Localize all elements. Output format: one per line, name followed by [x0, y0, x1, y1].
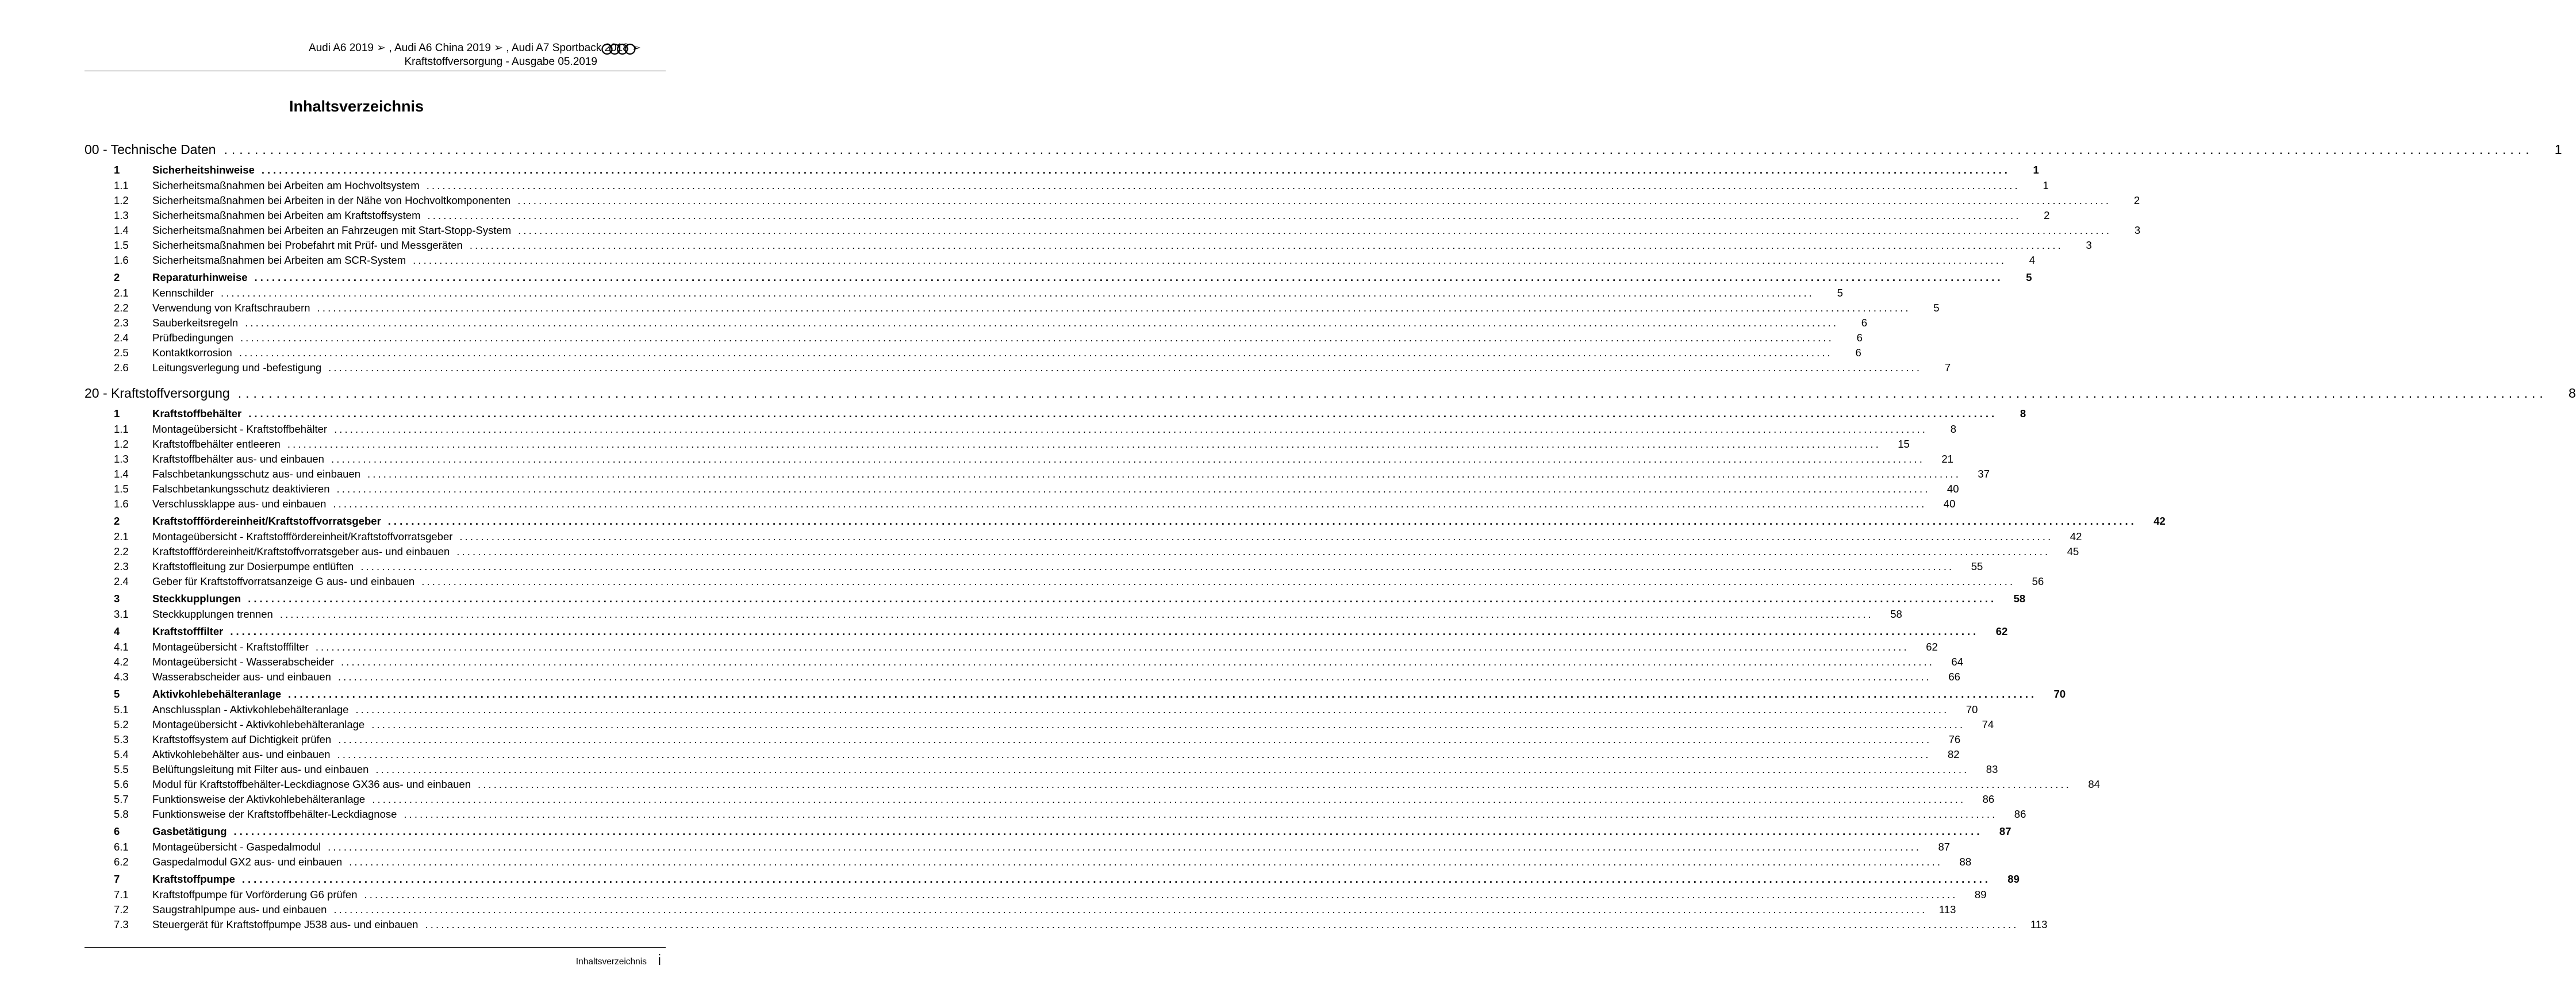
audi-rings-logo-icon	[601, 43, 636, 55]
toc-dot-leader: ............................................................................................................................................................................................................................................................................................................	[224, 142, 2533, 157]
toc-entry-number: 6.2	[114, 856, 129, 868]
toc-entry-number: 4.3	[114, 671, 129, 683]
toc-entry-number: 2.3	[114, 317, 129, 329]
toc-entry-sub[interactable]	[85, 670, 1960, 684]
toc-dot-leader: ............................................................................................................................................................................................................................................................................................................	[237, 386, 2547, 401]
toc-entry-title: Kraftstoffbehälter	[152, 407, 242, 420]
toc-dot-leader: ............................................................................................................................................................................................................................................................................................................	[254, 271, 2003, 283]
toc-entry-page: 76	[1948, 733, 1961, 745]
toc-entry-number: 2.6	[114, 361, 129, 374]
page-header	[85, 41, 641, 69]
toc-entry-page: 5	[1837, 287, 1843, 299]
toc-entry-sec[interactable]	[85, 686, 2066, 702]
toc-entry-title: Montageübersicht - Kraftstofffilter	[152, 641, 309, 653]
toc-entry-title: Sicherheitsmaßnahmen bei Arbeiten am Kraftstoffsystem	[152, 209, 421, 221]
toc-entry-title: Kraftstofffördereinheit/Kraftstoffvorratsgeber	[152, 515, 381, 527]
toc-entry-title: Belüftungsleitung mit Filter aus- und einbauen	[152, 763, 369, 775]
toc-entry-page: 84	[2088, 778, 2100, 790]
toc-entry-page: 3	[2134, 224, 2141, 236]
toc-entry-page: 2	[2133, 194, 2140, 206]
toc-dot-leader: ............................................................................................................................................................................................................................................................................................................	[404, 808, 1998, 820]
toc-entry-title: Funktionsweise der Kraftstoffbehälter-Leckdiagnose	[152, 808, 397, 820]
toc-entry-sub[interactable]	[85, 559, 1983, 574]
toc-entry-number: 1.3	[114, 453, 129, 465]
toc-entry-sub[interactable]	[85, 286, 1843, 301]
toc-entry-number: 5.1	[114, 703, 129, 715]
toc-entry-title: Kraftstoffpumpe für Vorförderung G6 prüfen	[152, 888, 358, 901]
toc-dot-leader: ............................................................................................................................................................................................................................................................................................................	[371, 718, 1965, 730]
toc-entry-number: 5	[114, 688, 120, 700]
toc-entry-chap[interactable]	[85, 140, 2562, 159]
footer-label: Inhaltsverzeichnis	[575, 957, 647, 967]
toc-entry-sub[interactable]	[85, 792, 1995, 807]
toc-entry-title: Sicherheitsmaßnahmen bei Arbeiten an Fahrzeugen mit Start-Stopp-System	[152, 224, 512, 236]
toc-entry-number: 1.5	[114, 239, 129, 251]
toc-entry-title: Prüfbedingungen	[152, 332, 233, 344]
toc-dot-leader: ............................................................................................................................................................................................................................................................................................................	[478, 778, 2071, 790]
footer-page-number: i	[658, 951, 661, 968]
toc-entry-page: 58	[1890, 608, 1902, 620]
toc-entry-title: Kraftstoffsystem auf Dichtigkeit prüfen	[152, 733, 332, 745]
toc-dot-leader: ............................................................................................................................................................................................................................................................................................................	[333, 903, 1928, 915]
toc-entry-page: 64	[1951, 656, 1963, 668]
toc-entry-page: 113	[2030, 918, 2048, 930]
toc-entry-title: Funktionsweise der Aktivkohlebehälteranlage	[152, 793, 366, 805]
toc-dot-leader: ............................................................................................................................................................................................................................................................................................................	[233, 825, 1983, 837]
toc-entry-page: 83	[1986, 763, 1998, 775]
toc-entry-page: 2	[2044, 209, 2050, 221]
toc-entry-page: 89	[1974, 888, 1987, 901]
toc-entry-number: 5.8	[114, 808, 129, 820]
header-models: Audi A6 2019 ➢ , Audi A6 China 2019 ➢ , Audi A7 Sportback 2018 ➢	[308, 42, 641, 54]
toc-entry-sub[interactable]	[85, 732, 1961, 747]
toc-dot-leader: ............................................................................................................................................................................................................................................................................................................	[261, 164, 2010, 176]
toc-entry-sub[interactable]	[85, 544, 2079, 559]
toc-entry-page: 87	[1938, 841, 1951, 853]
toc-entry-title: Verschlussklappe aus- und einbauen	[152, 498, 327, 510]
toc-entry-title: Kontaktkorrosion	[152, 347, 232, 359]
toc-dot-leader: ............................................................................................................................................................................................................................................................................................................	[387, 515, 2137, 527]
toc-dot-leader: ............................................................................................................................................................................................................................................................................................................	[372, 793, 1966, 805]
toc-entry-page: 87	[1999, 825, 2011, 837]
toc-entry-page: 8	[2020, 407, 2026, 420]
toc-entry-title: Sicherheitsmaßnahmen bei Arbeiten am Hochvoltsystem	[152, 179, 420, 191]
toc-entry-sub[interactable]	[85, 452, 1953, 467]
toc-entry-number: 3	[114, 593, 120, 605]
toc-entry-sub[interactable]	[85, 917, 2048, 932]
toc-dot-leader: ............................................................................................................................................................................................................................................................................................................	[360, 560, 1955, 572]
toc-entry-title: Kraftstofffördereinheit/Kraftstoffvorratsgeber aus- und einbauen	[152, 545, 450, 557]
toc-entry-number: 3.1	[114, 608, 129, 620]
toc-entry-sub[interactable]	[85, 301, 1940, 316]
toc-dot-leader: ............................................................................................................................................................................................................................................................................................................	[459, 530, 2053, 543]
toc-entry-page: 3	[2086, 239, 2092, 251]
toc-entry-title: Saugstrahlpumpe aus- und einbauen	[152, 903, 327, 915]
toc-entry-sub[interactable]	[85, 360, 1951, 375]
toc-dot-leader: ............................................................................................................................................................................................................................................................................................................	[230, 625, 1979, 637]
toc-entry-title: Sicherheitsmaßnahmen bei Arbeiten am SCR-System	[152, 254, 406, 266]
toc-entry-number: 1.2	[114, 194, 129, 206]
toc-entry-sub[interactable]	[85, 529, 2082, 544]
toc-entry-number: 2.2	[114, 545, 129, 557]
toc-entry-number: 1.1	[114, 179, 129, 191]
toc-entry-title: Montageübersicht - Kraftstoffbehälter	[152, 423, 328, 435]
toc-entry-page: 62	[1995, 625, 2008, 637]
toc-dot-leader: ............................................................................................................................................................................................................................................................................................................	[355, 703, 1949, 715]
toc-entry-title: Montageübersicht - Wasserabscheider	[152, 656, 335, 668]
toc-entry-sec[interactable]	[85, 269, 2032, 286]
toc-entry-number: 1	[114, 407, 120, 420]
toc-entry-title: Wasserabscheider aus- und einbauen	[152, 671, 331, 683]
toc-entry-page: 5	[1933, 302, 1940, 314]
toc-entry-page: 113	[1938, 903, 1956, 915]
toc-entry-page: 82	[1947, 748, 1960, 760]
toc-entry-title: Sicherheitsmaßnahmen bei Arbeiten in der Nähe von Hochvoltkomponenten	[152, 194, 511, 206]
toc-dot-leader: ............................................................................................................................................................................................................................................................................................................	[240, 332, 1834, 344]
toc-entry-number: 1.5	[114, 483, 129, 495]
toc-entry-title: Sicherheitsmaßnahmen bei Probefahrt mit Prüf- und Messgeräten	[152, 239, 463, 251]
toc-dot-leader: ............................................................................................................................................................................................................................................................................................................	[425, 918, 2019, 930]
toc-entry-page: 42	[2153, 515, 2166, 527]
toc-entry-sub[interactable]	[85, 422, 1957, 437]
toc-dot-leader: ............................................................................................................................................................................................................................................................................................................	[338, 733, 1932, 745]
toc-entry-page: 45	[2067, 545, 2079, 557]
toc-entry-title: Montageübersicht - Aktivkohlebehälteranlage	[152, 718, 365, 730]
toc-entry-number: 2.3	[114, 560, 129, 572]
toc-dot-leader: ............................................................................................................................................................................................................................................................................................................	[336, 483, 1930, 495]
toc-entry-page: 74	[1982, 718, 1994, 730]
toc-entry-sub[interactable]	[85, 777, 2100, 792]
toc-entry-sec[interactable]	[85, 513, 2166, 529]
toc-dot-leader: ............................................................................................................................................................................................................................................................................................................	[469, 239, 2063, 251]
toc-entry-number: 7.2	[114, 903, 129, 915]
toc-entry-title: Steuergerät für Kraftstoffpumpe J538 aus- und einbauen	[152, 918, 419, 930]
toc-entry-page: 1	[2043, 179, 2049, 191]
toc-entry-page: 15	[1898, 438, 1910, 450]
toc-dot-leader: ............................................................................................................................................................................................................................................................................................................	[426, 179, 2020, 191]
toc-entry-sub[interactable]	[85, 193, 2140, 208]
toc-dot-leader: ............................................................................................................................................................................................................................................................................................................	[518, 224, 2112, 236]
toc-entry-page: 58	[2013, 593, 2026, 605]
toc-entry-sub[interactable]	[85, 762, 1998, 777]
toc-entry-title: Aktivkohlebehälteranlage	[152, 688, 282, 700]
toc-entry-page: 6	[1861, 317, 1868, 329]
toc-entry-number: 7	[114, 873, 120, 885]
toc-entry-sub[interactable]	[85, 437, 1910, 452]
toc-entry-page: 42	[2070, 530, 2082, 543]
toc-entry-page: 4	[2029, 254, 2036, 266]
toc-entry-page: 55	[1971, 560, 1983, 572]
footer-rule	[85, 947, 666, 948]
toc-entry-number: 2.4	[114, 332, 129, 344]
toc-entry-number: 1.6	[114, 254, 129, 266]
toc-dot-leader: ............................................................................................................................................................................................................................................................................................................	[337, 748, 1931, 760]
toc-entry-title: Aktivkohlebehälter aus- und einbauen	[152, 748, 331, 760]
toc-entry-number: 2.1	[114, 287, 129, 299]
toc-entry-number: 1.3	[114, 209, 129, 221]
toc-entry-number: 5.2	[114, 718, 129, 730]
toc-entry-sub[interactable]	[85, 316, 1868, 330]
toc-entry-title: 20 - Kraftstoffversorgung	[85, 386, 230, 401]
toc-dot-leader: ............................................................................................................................................................................................................................................................................................................	[334, 423, 1928, 435]
toc-dot-leader: ............................................................................................................................................................................................................................................................................................................	[331, 453, 1925, 465]
toc-entry-title: Kraftstoffbehälter entleeren	[152, 438, 281, 450]
toc-entry-page: 6	[1855, 347, 1861, 359]
toc-entry-title: Leitungsverlegung und -befestigung	[152, 361, 322, 374]
toc-entry-title: Verwendung von Kraftschraubern	[152, 302, 310, 314]
toc-entry-title: Kraftstoffpumpe	[152, 873, 235, 885]
toc-entry-sub[interactable]	[85, 702, 1978, 717]
toc-dot-leader: ............................................................................................................................................................................................................................................................................................................	[456, 545, 2051, 557]
toc-entry-number: 5.6	[114, 778, 129, 790]
toc-entry-page: 37	[1978, 468, 1990, 480]
toc-entry-sub[interactable]	[85, 208, 2050, 223]
toc-entry-title: Geber für Kraftstoffvorratsanzeige G aus- und einbauen	[152, 575, 415, 587]
toc-entry-page: 86	[1982, 793, 1995, 805]
toc-entry-page: 88	[1959, 856, 1972, 868]
toc-entry-title: Kraftstoffbehälter aus- und einbauen	[152, 453, 324, 465]
toc-entry-page: 5	[2026, 271, 2032, 283]
toc-entry-title: Steckkupplungen	[152, 593, 241, 605]
toc-entry-sub[interactable]	[85, 607, 1902, 622]
toc-dot-leader: ............................................................................................................................................................................................................................................................................................................	[315, 641, 1909, 653]
toc-entry-page: 7	[1944, 361, 1951, 374]
toc-entry-sub[interactable]	[85, 330, 1863, 345]
toc-entry-title: Gasbetätigung	[152, 825, 227, 837]
toc-entry-sub[interactable]	[85, 238, 2092, 253]
toc-entry-title: Kennschilder	[152, 287, 214, 299]
toc-entry-number: 7.3	[114, 918, 129, 930]
toc-entry-number: 5.3	[114, 733, 129, 745]
toc-entry-title: Sicherheitshinweise	[152, 164, 255, 176]
toc-dot-leader: ............................................................................................................................................................................................................................................................................................................	[349, 856, 1943, 868]
toc-entry-sub[interactable]	[85, 345, 1861, 360]
toc-entry-title: Kraftstofffilter	[152, 625, 224, 637]
toc-dot-leader: ............................................................................................................................................................................................................................................................................................................	[367, 468, 1961, 480]
toc-entry-number: 5.5	[114, 763, 129, 775]
toc-entry-sec[interactable]	[85, 161, 2039, 178]
toc-entry-title: Gaspedalmodul GX2 aus- und einbauen	[152, 856, 343, 868]
toc-entry-page: 56	[2032, 575, 2044, 587]
toc-entry-page: 70	[2053, 688, 2066, 700]
toc-entry-page: 21	[1941, 453, 1953, 465]
toc-entry-sub[interactable]	[85, 717, 1994, 732]
toc-entry-number: 6	[114, 825, 120, 837]
toc-entry-sub[interactable]	[85, 467, 1990, 482]
toc-entry-number: 7.1	[114, 888, 129, 901]
toc-entry-page: 89	[2007, 873, 2020, 885]
toc-entry-sub[interactable]	[85, 747, 1960, 762]
toc-entry-title: Modul für Kraftstoffbehälter-Leckdiagnose GX36 aus- und einbauen	[152, 778, 471, 790]
toc-entry-page: 66	[1948, 671, 1960, 683]
toc-dot-leader: ............................................................................................................................................................................................................................................................................................................	[341, 656, 1934, 668]
toc-entry-sub[interactable]	[85, 253, 2036, 268]
toc-entry-page: 1	[2554, 142, 2562, 157]
toc-entry-sec[interactable]	[85, 623, 2008, 640]
toc-dot-leader: ............................................................................................................................................................................................................................................................................................................	[337, 671, 1932, 683]
toc-entry-page: 86	[2014, 808, 2026, 820]
toc-entry-sub[interactable]	[85, 902, 1956, 917]
toc-entry-number: 1.2	[114, 438, 129, 450]
toc-dot-leader: ............................................................................................................................................................................................................................................................................................................	[421, 575, 2016, 587]
toc-dot-leader: ............................................................................................................................................................................................................................................................................................................	[517, 194, 2112, 206]
toc-entry-page: 6	[1856, 332, 1863, 344]
toc-entry-sub[interactable]	[85, 655, 1963, 670]
toc-entry-number: 2.5	[114, 347, 129, 359]
toc-entry-number: 1.4	[114, 224, 129, 236]
toc-dot-leader: ............................................................................................................................................................................................................................................................................................................	[413, 254, 2007, 266]
toc-entry-page: 8	[1950, 423, 1957, 435]
toc-entry-title: Falschbetankungsschutz deaktivieren	[152, 483, 330, 495]
toc-entry-page: 70	[1965, 703, 1978, 715]
toc-dot-leader: ............................................................................................................................................................................................................................................................................................................	[241, 873, 1991, 885]
toc-entry-number: 2.2	[114, 302, 129, 314]
toc-entry-number: 2	[114, 271, 120, 283]
toc-entry-title: Reparaturhinweise	[152, 271, 248, 283]
toc-entry-sub[interactable]	[85, 807, 2026, 822]
toc-entry-page: 8	[2568, 386, 2576, 401]
toc-entry-title: Sauberkeitsregeln	[152, 317, 239, 329]
toc-entry-sub[interactable]	[85, 223, 2141, 238]
toc-entry-number: 2	[114, 515, 120, 527]
page-title: Inhaltsverzeichnis	[289, 98, 424, 115]
toc-dot-leader: ............................................................................................................................................................................................................................................................................................................	[288, 688, 2037, 700]
toc-entry-sub[interactable]	[85, 640, 1938, 655]
table-of-contents	[85, 140, 2576, 932]
toc-entry-title: Montageübersicht - Gaspedalmodul	[152, 841, 321, 853]
toc-dot-leader: ............................................................................................................................................................................................................................................................................................................	[328, 841, 1922, 853]
toc-dot-leader: ............................................................................................................................................................................................................................................................................................................	[333, 498, 1927, 510]
toc-entry-number: 4	[114, 625, 120, 637]
toc-entry-number: 2.1	[114, 530, 129, 543]
toc-dot-leader: ............................................................................................................................................................................................................................................................................................................	[427, 209, 2021, 221]
toc-entry-sec[interactable]	[85, 405, 2026, 422]
toc-entry-page: 1	[2033, 164, 2039, 176]
toc-entry-sub[interactable]	[85, 855, 1972, 870]
toc-entry-number: 1.1	[114, 423, 129, 435]
toc-entry-title: Steckkupplungen trennen	[152, 608, 273, 620]
toc-dot-leader: ............................................................................................................................................................................................................................................................................................................	[239, 347, 1833, 359]
toc-dot-leader: ............................................................................................................................................................................................................................................................................................................	[220, 287, 1814, 299]
toc-entry-number: 5.4	[114, 748, 129, 760]
toc-dot-leader: ............................................................................................................................................................................................................................................................................................................	[328, 361, 1922, 374]
toc-dot-leader: ............................................................................................................................................................................................................................................................................................................	[245, 317, 1839, 329]
toc-entry-sub[interactable]	[85, 574, 2044, 589]
toc-entry-number: 1.6	[114, 498, 129, 510]
toc-dot-leader: ............................................................................................................................................................................................................................................................................................................	[317, 302, 1911, 314]
toc-entry-sec[interactable]	[85, 823, 2011, 840]
toc-dot-leader: ............................................................................................................................................................................................................................................................................................................	[375, 763, 1970, 775]
toc-entry-title: Montageübersicht - Kraftstofffördereinheit/Kraftstoffvorratsgeber	[152, 530, 453, 543]
toc-entry-number: 1	[114, 164, 120, 176]
toc-entry-sub[interactable]	[85, 840, 1951, 855]
toc-entry-number: 4.2	[114, 656, 129, 668]
toc-entry-title: 00 - Technische Daten	[85, 142, 216, 157]
toc-entry-page: 62	[1926, 641, 1938, 653]
toc-entry-sub[interactable]	[85, 887, 1987, 902]
toc-entry-number: 5.7	[114, 793, 129, 805]
toc-entry-sec[interactable]	[85, 590, 2026, 607]
toc-entry-title: Falschbetankungsschutz aus- und einbauen	[152, 468, 361, 480]
toc-entry-page: 40	[1947, 483, 1959, 495]
toc-entry-title: Anschlussplan - Aktivkohlebehälteranlage	[152, 703, 349, 715]
toc-entry-number: 6.1	[114, 841, 129, 853]
toc-dot-leader: ............................................................................................................................................................................................................................................................................................................	[248, 593, 1997, 605]
toc-entry-number: 4.1	[114, 641, 129, 653]
toc-dot-leader: ............................................................................................................................................................................................................................................................................................................	[364, 888, 1958, 901]
toc-dot-leader: ............................................................................................................................................................................................................................................................................................................	[248, 407, 1998, 420]
toc-entry-number: 1.4	[114, 468, 129, 480]
toc-entry-sub[interactable]	[85, 482, 1959, 497]
header-subtitle: Kraftstoffversorgung - Ausgabe 05.2019	[404, 56, 597, 68]
toc-entry-sub[interactable]	[85, 178, 2049, 193]
toc-entry-sec[interactable]	[85, 871, 2020, 887]
toc-entry-number: 2.4	[114, 575, 129, 587]
toc-entry-page: 40	[1943, 498, 1956, 510]
toc-entry-chap[interactable]	[85, 383, 2576, 403]
toc-entry-sub[interactable]	[85, 497, 1956, 511]
toc-entry-title: Kraftstoffleitung zur Dosierpumpe entlüften	[152, 560, 354, 572]
toc-dot-leader: ............................................................................................................................................................................................................................................................................................................	[287, 438, 1881, 450]
toc-dot-leader: ............................................................................................................................................................................................................................................................................................................	[279, 608, 1874, 620]
